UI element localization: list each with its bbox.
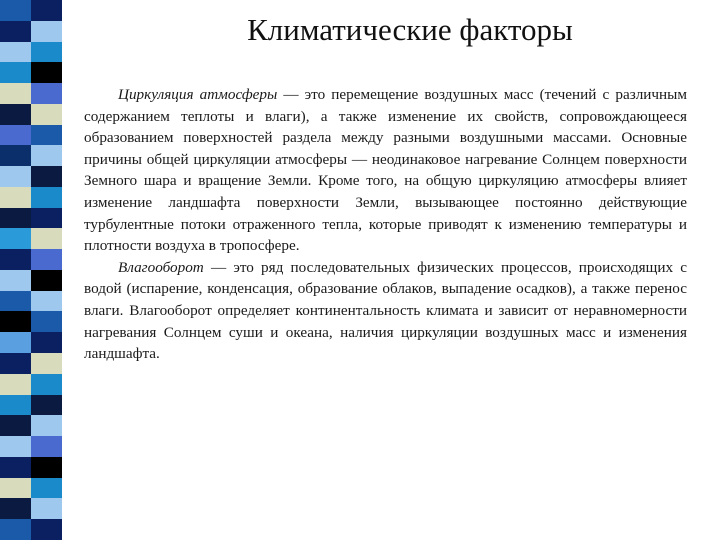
- stripe-row: [0, 498, 62, 519]
- stripe-row: [0, 125, 62, 146]
- stripe-cell: [0, 498, 31, 519]
- stripe-cell: [31, 21, 62, 42]
- stripe-cell: [0, 519, 31, 540]
- stripe-cell: [0, 311, 31, 332]
- stripe-cell: [31, 208, 62, 229]
- stripe-cell: [31, 249, 62, 270]
- stripe-cell: [31, 228, 62, 249]
- stripe-cell: [0, 228, 31, 249]
- stripe-row: [0, 21, 62, 42]
- stripe-row: [0, 395, 62, 416]
- stripe-row: [0, 187, 62, 208]
- stripe-cell: [31, 145, 62, 166]
- stripe-cell: [31, 498, 62, 519]
- stripe-row: [0, 208, 62, 229]
- stripe-row: [0, 519, 62, 540]
- stripe-cell: [0, 0, 31, 21]
- stripe-row: [0, 166, 62, 187]
- stripe-cell: [31, 311, 62, 332]
- stripe-cell: [0, 125, 31, 146]
- stripe-cell: [31, 415, 62, 436]
- stripe-cell: [31, 374, 62, 395]
- stripe-cell: [0, 291, 31, 312]
- decorative-stripe-bar: [0, 0, 62, 540]
- stripe-cell: [31, 42, 62, 63]
- stripe-cell: [0, 83, 31, 104]
- stripe-cell: [0, 42, 31, 63]
- stripe-row: [0, 104, 62, 125]
- stripe-row: [0, 42, 62, 63]
- stripe-row: [0, 457, 62, 478]
- stripe-cell: [31, 519, 62, 540]
- paragraph-atmospheric-circulation: [84, 84, 687, 257]
- stripe-cell: [31, 83, 62, 104]
- stripe-row: [0, 62, 62, 83]
- slide-body: [84, 84, 687, 365]
- stripe-cell: [0, 457, 31, 478]
- stripe-cell: [31, 104, 62, 125]
- stripe-row: [0, 83, 62, 104]
- term-atmospheric-circulation: Циркуляция атмосферы: [118, 86, 278, 103]
- stripe-cell: [0, 187, 31, 208]
- paragraph-text: — это перемещение воздушных масс (течений с различным содержанием теплоты и влаги), а также изменение их свойств, сопровождающееся образованием поверхностей раздела между разными воздушными массами. Основные причины общей циркуляции атмосферы — неодинаковое нагревание Солнцем поверхности Земного шара и вращение Земли. Кроме того, на общую циркуляцию атмосферы влияет изменение ландшафта поверхности Земли, вызывающее постоянно действующие турбулентные потоки отраженного тепла, которые приводят к изменению температуры и плотности воздуха в тропосфере.: [84, 86, 687, 255]
- stripe-cell: [0, 249, 31, 270]
- stripe-cell: [0, 62, 31, 83]
- stripe-row: [0, 311, 62, 332]
- stripe-cell: [0, 104, 31, 125]
- stripe-row: [0, 270, 62, 291]
- stripe-row: [0, 415, 62, 436]
- stripe-row: [0, 353, 62, 374]
- stripe-cell: [31, 187, 62, 208]
- stripe-row: [0, 291, 62, 312]
- stripe-row: [0, 249, 62, 270]
- stripe-cell: [31, 125, 62, 146]
- stripe-cell: [0, 166, 31, 187]
- stripe-cell: [0, 332, 31, 353]
- stripe-cell: [31, 270, 62, 291]
- stripe-row: [0, 436, 62, 457]
- paragraph-moisture-circulation: [84, 257, 687, 365]
- paragraph-text: — это ряд последовательных физических процессов, происходящих с водой (испарение, конденсация, образование облаков, выпадение осадков), а также перенос влаги. Влагооборот определяет континентальность климата и зависит от неравномерности нагревания Солнцем суши и океана, наличия циркуляции воздушных масс и изменения ландшафта.: [84, 258, 687, 363]
- stripe-cell: [0, 208, 31, 229]
- stripe-cell: [31, 62, 62, 83]
- stripe-cell: [0, 436, 31, 457]
- stripe-cell: [0, 374, 31, 395]
- stripe-cell: [31, 478, 62, 499]
- stripe-row: [0, 478, 62, 499]
- stripe-cell: [0, 353, 31, 374]
- stripe-cell: [31, 0, 62, 21]
- stripe-cell: [31, 395, 62, 416]
- stripe-cell: [0, 21, 31, 42]
- stripe-row: [0, 228, 62, 249]
- stripe-row: [0, 374, 62, 395]
- stripe-row: [0, 332, 62, 353]
- stripe-cell: [31, 457, 62, 478]
- stripe-cell: [0, 395, 31, 416]
- stripe-cell: [31, 436, 62, 457]
- stripe-cell: [31, 166, 62, 187]
- slide-title: Климатические факторы: [247, 12, 573, 47]
- stripe-cell: [31, 353, 62, 374]
- stripe-cell: [31, 291, 62, 312]
- stripe-row: [0, 145, 62, 166]
- term-moisture-circulation: Влагооборот: [118, 258, 204, 276]
- stripe-cell: [0, 270, 31, 291]
- stripe-cell: [0, 145, 31, 166]
- stripe-cell: [31, 332, 62, 353]
- stripe-cell: [0, 478, 31, 499]
- stripe-row: [0, 0, 62, 21]
- stripe-cell: [0, 415, 31, 436]
